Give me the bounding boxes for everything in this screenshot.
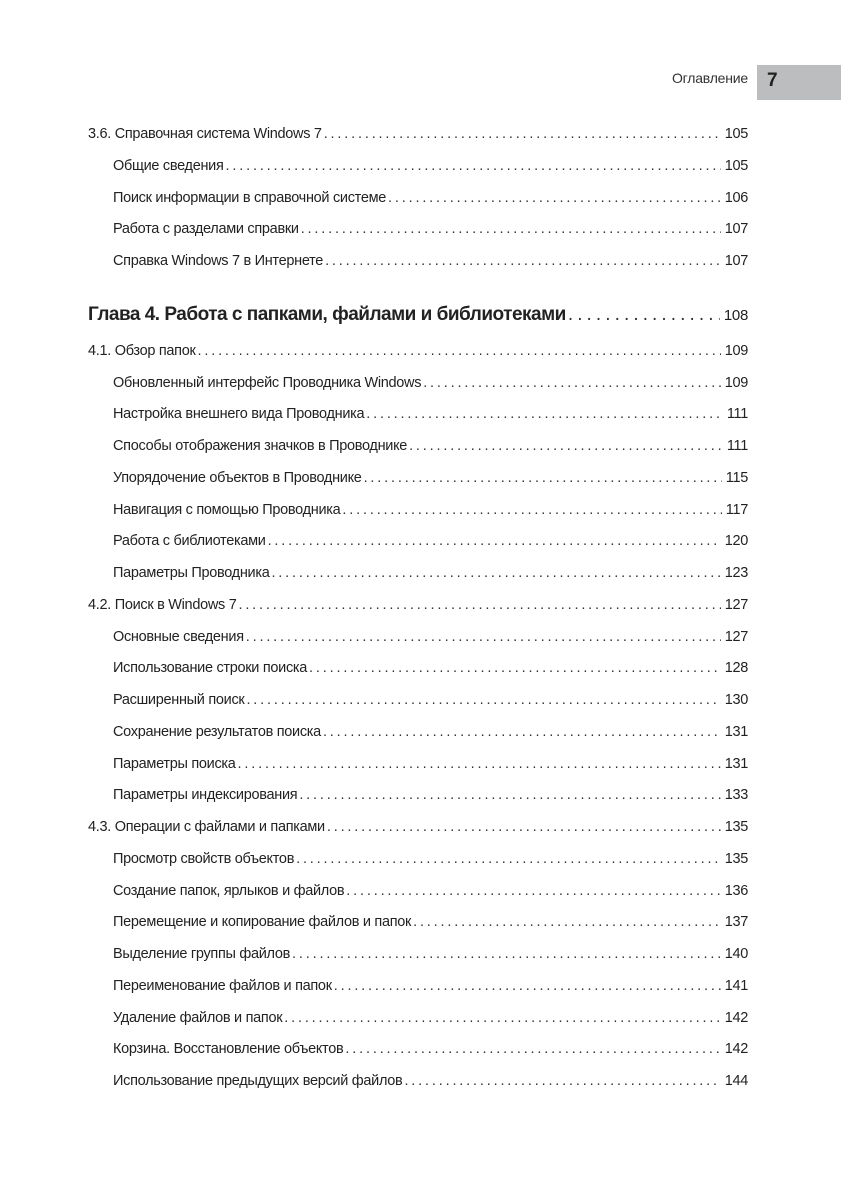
- entry-title: Параметры поиска: [113, 755, 236, 772]
- entry-title: 4.2. Поиск в Windows 7: [88, 596, 237, 613]
- toc-subsection-entry: [113, 1010, 748, 1032]
- entry-page-number: 109: [724, 374, 748, 391]
- entry-title: Сохранение результатов поиска: [113, 723, 321, 740]
- toc-subsection-entry: [113, 883, 748, 905]
- entry-title: Перемещение и копирование файлов и папок: [113, 914, 412, 931]
- toc-subsection-entry: [113, 533, 748, 555]
- entry-title: Параметры индексирования: [113, 787, 298, 804]
- dot-leader: [309, 660, 721, 676]
- dot-leader: [324, 126, 721, 142]
- entry-page-number: 111: [726, 438, 748, 454]
- dot-leader: [238, 597, 720, 613]
- entry-page-number: 120: [724, 533, 748, 550]
- running-title: Оглавление: [671, 70, 748, 86]
- entry-page-number: 135: [724, 850, 748, 867]
- entry-page-number: 131: [724, 755, 748, 772]
- dot-leader: [364, 470, 722, 486]
- entry-page-number: 105: [724, 157, 748, 174]
- entry-title: Упорядочение объектов в Проводнике: [113, 469, 362, 486]
- entry-page-number: 128: [724, 660, 748, 677]
- entry-page-number: 107: [724, 221, 748, 238]
- dot-leader: [342, 502, 721, 518]
- toc-subsection-entry: [113, 158, 748, 180]
- toc-subsection-entry: [113, 1041, 748, 1063]
- page-number: 7: [767, 70, 778, 91]
- dot-leader: [323, 724, 721, 740]
- entry-title: Настройка внешнего вида Проводника: [113, 406, 365, 423]
- entry-page-number: 144: [724, 1073, 748, 1089]
- dot-leader: [296, 851, 721, 867]
- dot-leader: [226, 158, 721, 174]
- dot-leader: [568, 304, 720, 326]
- toc-subsection-entry: [113, 692, 748, 714]
- toc-subsection-entry: [113, 565, 748, 587]
- dot-leader: [409, 438, 723, 454]
- toc-subsection-entry: [113, 190, 748, 212]
- dot-leader: [299, 787, 720, 803]
- entry-title: Общие сведения: [113, 157, 224, 174]
- entry-title: Корзина. Восстановление объектов: [113, 1041, 344, 1058]
- dot-leader: [366, 406, 723, 422]
- entry-page-number: 142: [724, 1041, 748, 1058]
- entry-title: Удаление файлов и папок: [113, 1009, 283, 1026]
- toc-subsection-entry: [113, 914, 748, 936]
- dot-leader: [198, 343, 721, 359]
- dot-leader: [325, 253, 721, 269]
- entry-page-number: 135: [724, 819, 748, 835]
- entry-title: Справка Windows 7 в Интернете: [113, 253, 324, 269]
- dot-leader: [388, 190, 721, 206]
- entry-title: Глава 4. Работа с папками, файлами и библиотеками: [88, 303, 566, 325]
- entry-page-number: 107: [724, 253, 748, 269]
- dot-leader: [238, 756, 721, 772]
- entry-page-number: 137: [724, 914, 748, 931]
- entry-page-number: 109: [724, 342, 748, 359]
- entry-page-number: 108: [723, 306, 748, 324]
- toc-subsection-entry: [113, 629, 748, 651]
- dot-leader: [334, 978, 721, 994]
- entry-page-number: 105: [724, 126, 748, 142]
- entry-title: 4.3. Операции с файлами и папками: [88, 819, 325, 835]
- dot-leader: [246, 629, 721, 645]
- entry-title: Обновленный интерфейс Проводника Windows: [113, 374, 422, 391]
- dot-leader: [292, 946, 721, 962]
- toc-subsection-entry: [113, 253, 748, 275]
- toc-subsection-entry: [113, 756, 748, 778]
- entry-page-number: 130: [724, 692, 748, 708]
- toc-section-entry: [88, 819, 748, 841]
- toc-subsection-entry: [113, 851, 748, 873]
- entry-title: Способы отображения значков в Проводнике: [113, 438, 408, 454]
- toc-subsection-entry: [113, 946, 748, 968]
- dot-leader: [301, 221, 721, 237]
- toc-section-entry: [88, 126, 748, 148]
- entry-page-number: 141: [724, 977, 748, 994]
- toc-subsection-entry: [113, 375, 748, 397]
- toc-subsection-entry: [113, 438, 748, 460]
- toc-subsection-entry: [113, 502, 748, 524]
- dot-leader: [284, 1010, 720, 1026]
- entry-title: Основные сведения: [113, 628, 244, 645]
- dot-leader: [271, 565, 720, 581]
- entry-page-number: 117: [725, 501, 748, 518]
- dot-leader: [345, 1041, 720, 1057]
- toc-subsection-entry: [113, 787, 748, 809]
- entry-title: Параметры Проводника: [113, 565, 270, 581]
- toc-subsection-entry: [113, 406, 748, 428]
- dot-leader: [413, 914, 721, 930]
- dot-leader: [346, 883, 720, 899]
- toc-subsection-entry: [113, 221, 748, 243]
- entry-title: Выделение группы файлов: [113, 946, 291, 962]
- entry-title: 3.6. Справочная система Windows 7: [88, 126, 322, 142]
- toc-subsection-entry: [113, 470, 748, 492]
- toc-subsection-entry: [113, 724, 748, 746]
- entry-page-number: 136: [724, 882, 748, 899]
- entry-title: Переименование файлов и папок: [113, 977, 332, 994]
- entry-page-number: 140: [724, 946, 748, 962]
- toc-section-entry: [88, 597, 748, 619]
- entry-page-number: 133: [724, 787, 748, 804]
- entry-page-number: 111: [726, 406, 748, 423]
- entry-page-number: 131: [724, 723, 748, 740]
- toc-subsection-entry: [113, 660, 748, 682]
- entry-title: Поиск информации в справочной системе: [113, 189, 387, 206]
- entry-title: Навигация с помощью Проводника: [113, 501, 341, 518]
- entry-title: Расширенный поиск: [113, 692, 245, 708]
- entry-title: Использование строки поиска: [113, 660, 308, 677]
- toc-subsection-entry: [113, 1073, 748, 1095]
- entry-title: Работа с разделами справки: [113, 221, 299, 238]
- entry-page-number: 127: [724, 596, 748, 613]
- toc-section-entry: [88, 343, 748, 365]
- entry-page-number: 127: [724, 628, 748, 645]
- entry-page-number: 123: [724, 565, 748, 581]
- entry-page-number: 115: [725, 469, 748, 486]
- dot-leader: [404, 1073, 720, 1089]
- dot-leader: [423, 375, 721, 391]
- entry-title: 4.1. Обзор папок: [88, 342, 196, 359]
- dot-leader: [268, 533, 721, 549]
- entry-title: Просмотр свойств объектов: [113, 850, 295, 867]
- entry-title: Работа с библиотеками: [113, 533, 266, 550]
- page-number-box: [757, 65, 841, 100]
- dot-leader: [246, 692, 720, 708]
- entry-page-number: 106: [724, 189, 748, 206]
- toc-chapter-entry: [88, 304, 748, 332]
- dot-leader: [327, 819, 721, 835]
- entry-page-number: 142: [724, 1009, 748, 1026]
- toc-subsection-entry: [113, 978, 748, 1000]
- entry-title: Создание папок, ярлыков и файлов: [113, 882, 345, 899]
- entry-title: Использование предыдущих версий файлов: [113, 1073, 403, 1089]
